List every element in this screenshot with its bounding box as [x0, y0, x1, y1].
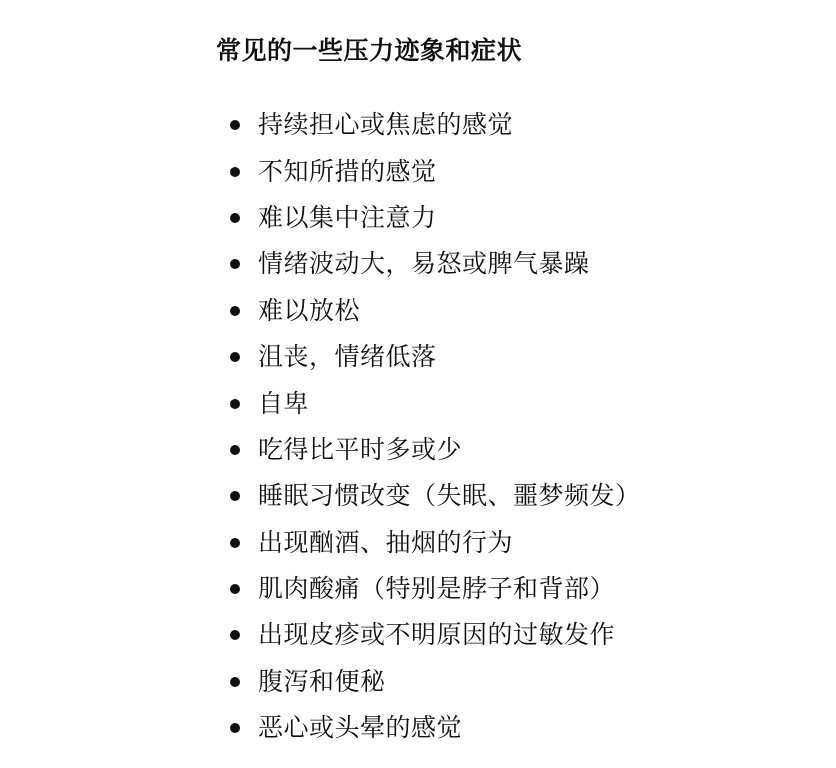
bullet-icon [230, 491, 240, 501]
list-item [230, 612, 641, 658]
list-item-text: 恶心或头晕的感觉 [258, 713, 463, 743]
list-item-text: 沮丧，情绪低落 [258, 342, 437, 372]
section-heading: 常见的一些压力迹象和症状 [216, 36, 523, 65]
bullet-icon [230, 584, 240, 594]
bullet-icon [230, 213, 240, 223]
bullet-icon [230, 259, 240, 269]
list-item-text: 持续担心或焦虑的感觉 [258, 110, 514, 140]
list-item-text: 肌肉酸痛（特别是脖子和背部） [258, 574, 616, 604]
list-item-text: 出现皮疹或不明原因的过敏发作 [258, 620, 616, 650]
list-item [230, 195, 641, 241]
list-item-text: 腹泻和便秘 [258, 666, 386, 696]
list-item-text: 自卑 [258, 388, 310, 418]
list-item [230, 102, 641, 148]
list-item [230, 566, 641, 612]
list-item [230, 288, 641, 334]
bullet-icon [230, 538, 240, 548]
list-item [230, 520, 641, 566]
bullet-icon [230, 306, 240, 316]
list-item [230, 380, 641, 426]
list-item [230, 334, 641, 380]
list-item-text: 吃得比平时多或少 [258, 434, 463, 464]
list-item [230, 427, 641, 473]
list-item [230, 473, 641, 519]
list-item-text: 不知所措的感觉 [258, 156, 437, 186]
list-item [230, 659, 641, 705]
bullet-icon [230, 120, 240, 130]
bullet-icon [230, 445, 240, 455]
stress-signs-section [216, 34, 776, 743]
list-item-text: 难以集中注意力 [258, 202, 437, 232]
list-item-text: 出现酗酒、抽烟的行为 [258, 527, 514, 557]
symptom-list [230, 102, 641, 751]
list-item [230, 705, 641, 751]
list-item-text: 情绪波动大，易怒或脾气暴躁 [258, 249, 590, 279]
bullet-icon [230, 723, 240, 733]
bullet-icon [230, 630, 240, 640]
list-item-text: 难以放松 [258, 295, 361, 325]
bullet-icon [230, 677, 240, 687]
bullet-icon [230, 352, 240, 362]
bullet-icon [230, 167, 240, 177]
bullet-icon [230, 399, 240, 409]
list-item [230, 241, 641, 287]
list-item-text: 睡眠习惯改变（失眠、噩梦频发） [258, 481, 641, 511]
list-item [230, 148, 641, 194]
